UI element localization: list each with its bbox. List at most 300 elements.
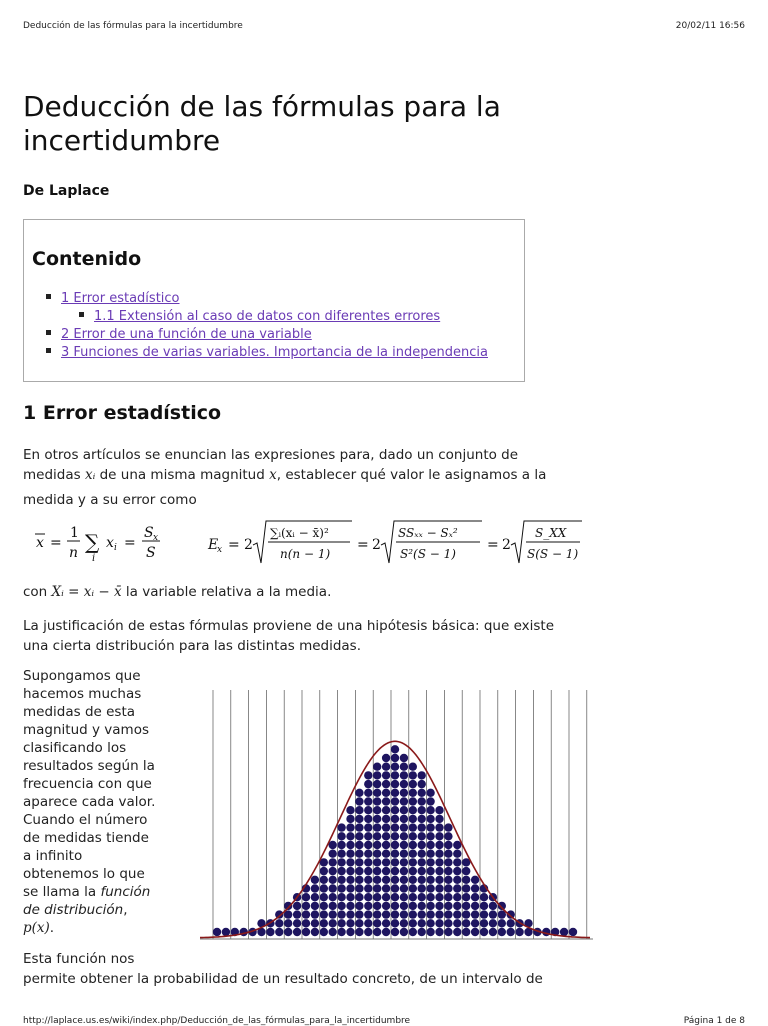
frequency-dot xyxy=(382,797,390,805)
frequency-dot xyxy=(346,867,354,875)
frequency-dot xyxy=(400,893,408,901)
frequency-dot xyxy=(480,893,488,901)
frequency-dot xyxy=(409,893,417,901)
frequency-dot xyxy=(400,841,408,849)
paragraph-intro xyxy=(23,445,583,510)
frequency-dot xyxy=(453,858,461,866)
frequency-dot xyxy=(480,919,488,927)
frequency-dot xyxy=(364,876,372,884)
frequency-dot xyxy=(435,884,443,892)
svg-text:x: x xyxy=(217,545,223,555)
svg-text:n: n xyxy=(69,545,79,561)
frequency-dot xyxy=(391,832,399,840)
svg-text:n(n − 1): n(n − 1) xyxy=(280,547,331,561)
svg-text:=: = xyxy=(50,535,62,551)
frequency-dot xyxy=(409,919,417,927)
frequency-dot xyxy=(418,850,426,858)
frequency-dot xyxy=(364,893,372,901)
frequency-dot xyxy=(409,763,417,771)
frequency-dot xyxy=(400,858,408,866)
frequency-dot xyxy=(302,902,310,910)
svg-text:∑ᵢ(xᵢ − x̄)²: ∑ᵢ(xᵢ − x̄)² xyxy=(270,526,329,540)
frequency-dot xyxy=(391,902,399,910)
svg-text:S_XX: S_XX xyxy=(535,526,567,540)
frequency-dot xyxy=(293,910,301,918)
svg-text:i: i xyxy=(92,553,96,564)
frequency-dot xyxy=(382,780,390,788)
frequency-dot xyxy=(355,884,363,892)
print-header-datetime: 20/02/11 16:56 xyxy=(675,21,745,31)
frequency-dot xyxy=(346,832,354,840)
frequency-dot xyxy=(462,884,470,892)
frequency-dot xyxy=(400,763,408,771)
frequency-dot xyxy=(418,867,426,875)
frequency-dot xyxy=(320,867,328,875)
frequency-dot xyxy=(426,823,434,831)
frequency-dot xyxy=(346,928,354,936)
frequency-dot xyxy=(418,806,426,814)
frequency-dot xyxy=(346,858,354,866)
frequency-dot xyxy=(400,789,408,797)
frequency-dot xyxy=(489,919,497,927)
frequency-dot xyxy=(435,823,443,831)
frequency-dot xyxy=(382,806,390,814)
frequency-dot xyxy=(329,902,337,910)
frequency-dot xyxy=(560,928,568,936)
frequency-dot xyxy=(329,858,337,866)
text-line: frecuencia con que xyxy=(23,776,152,792)
frequency-dot xyxy=(498,928,506,936)
frequency-dot xyxy=(400,797,408,805)
frequency-dot xyxy=(489,902,497,910)
frequency-dot xyxy=(391,780,399,788)
frequency-dot xyxy=(400,780,408,788)
frequency-dot xyxy=(418,876,426,884)
print-footer-url: http://laplace.us.es/wiki/index.php/Deducción_de_las_fórmulas_para_la_incertidumbre xyxy=(23,1016,411,1026)
frequency-dot xyxy=(373,841,381,849)
frequency-dot xyxy=(426,832,434,840)
frequency-dot xyxy=(418,789,426,797)
frequency-dot xyxy=(391,754,399,762)
frequency-dot xyxy=(400,902,408,910)
frequency-dot xyxy=(337,876,345,884)
frequency-dot xyxy=(355,867,363,875)
frequency-dot xyxy=(569,928,577,936)
frequency-dot xyxy=(373,876,381,884)
frequency-dot xyxy=(462,928,470,936)
frequency-dot xyxy=(426,841,434,849)
frequency-dot xyxy=(355,823,363,831)
frequency-dot xyxy=(453,893,461,901)
svg-text:=: = xyxy=(124,535,136,551)
frequency-dot xyxy=(426,867,434,875)
frequency-dot xyxy=(364,867,372,875)
frequency-dot xyxy=(364,884,372,892)
text-line: de medidas tiende xyxy=(23,830,149,846)
frequency-dot xyxy=(302,928,310,936)
frequency-dot xyxy=(355,919,363,927)
table-of-contents xyxy=(23,219,525,382)
frequency-dot xyxy=(355,789,363,797)
frequency-dot xyxy=(391,789,399,797)
text-line: En otros artículos se enuncian las expresiones para, dado un conjunto de xyxy=(23,447,519,463)
side-paragraph xyxy=(23,667,193,937)
text-line: p(x). xyxy=(23,920,55,936)
frequency-dot xyxy=(391,884,399,892)
frequency-dot xyxy=(382,910,390,918)
svg-text:2: 2 xyxy=(244,537,253,553)
frequency-dot xyxy=(471,910,479,918)
frequency-dot xyxy=(382,823,390,831)
frequency-dot xyxy=(453,910,461,918)
frequency-dot xyxy=(382,754,390,762)
frequency-dot xyxy=(444,876,452,884)
frequency-dot xyxy=(453,850,461,858)
svg-text:=: = xyxy=(357,537,369,553)
svg-text:S(S − 1): S(S − 1) xyxy=(527,547,579,561)
frequency-dot xyxy=(418,815,426,823)
frequency-dot xyxy=(426,797,434,805)
frequency-dot xyxy=(329,876,337,884)
frequency-dot xyxy=(293,919,301,927)
text-line: Esta función nos xyxy=(23,951,135,967)
frequency-dot xyxy=(418,902,426,910)
frequency-dot xyxy=(444,858,452,866)
frequency-dot xyxy=(435,928,443,936)
channel-lines xyxy=(213,690,587,939)
frequency-dot xyxy=(346,841,354,849)
frequency-dot xyxy=(409,789,417,797)
frequency-dot xyxy=(337,858,345,866)
frequency-dot xyxy=(418,797,426,805)
frequency-dot xyxy=(320,902,328,910)
frequency-dot xyxy=(391,823,399,831)
frequency-dot xyxy=(373,806,381,814)
toc-link-2[interactable]: 2 Error de una función de una variable xyxy=(61,327,312,342)
frequency-dot xyxy=(391,910,399,918)
frequency-dot xyxy=(382,928,390,936)
frequency-dot xyxy=(453,884,461,892)
frequency-dot xyxy=(426,893,434,901)
print-footer-page: Página 1 de 8 xyxy=(683,1016,745,1026)
frequency-dot xyxy=(311,919,319,927)
frequency-dot xyxy=(382,858,390,866)
frequency-dot xyxy=(409,858,417,866)
frequency-dot xyxy=(266,928,274,936)
frequency-dot xyxy=(329,850,337,858)
frequency-dot xyxy=(507,928,515,936)
frequency-dot xyxy=(400,850,408,858)
frequency-dot xyxy=(444,919,452,927)
frequency-dot xyxy=(355,850,363,858)
frequency-dot xyxy=(400,832,408,840)
text-line: medidas xᵢ de una misma magnitud x, establecer qué valor le asignamos a la xyxy=(23,467,547,483)
text-line: se llama la función xyxy=(23,884,151,900)
frequency-dot xyxy=(471,893,479,901)
frequency-dot xyxy=(320,876,328,884)
frequency-dot xyxy=(391,858,399,866)
frequency-dot xyxy=(329,919,337,927)
frequency-dot xyxy=(337,893,345,901)
frequency-dot xyxy=(320,893,328,901)
frequency-dot xyxy=(400,876,408,884)
frequency-dot xyxy=(364,832,372,840)
svg-text:x: x xyxy=(153,533,159,543)
frequency-dot xyxy=(382,789,390,797)
frequency-dot xyxy=(382,771,390,779)
frequency-dot xyxy=(337,919,345,927)
frequency-dot xyxy=(480,928,488,936)
svg-text:=: = xyxy=(228,537,240,553)
frequency-dot xyxy=(409,823,417,831)
frequency-dot xyxy=(409,832,417,840)
frequency-dot xyxy=(346,893,354,901)
bullet-icon xyxy=(46,330,51,335)
frequency-dot xyxy=(355,858,363,866)
frequency-dot xyxy=(409,815,417,823)
text-line: clasificando los xyxy=(23,740,127,756)
frequency-dot xyxy=(391,841,399,849)
frequency-dot xyxy=(391,867,399,875)
frequency-dot xyxy=(364,780,372,788)
frequency-dot xyxy=(311,902,319,910)
frequency-dot xyxy=(346,815,354,823)
frequency-dot xyxy=(346,910,354,918)
toc-item xyxy=(79,309,440,325)
frequency-dot xyxy=(373,850,381,858)
svg-text:2: 2 xyxy=(372,537,381,553)
frequency-dot xyxy=(320,910,328,918)
frequency-dot xyxy=(373,789,381,797)
frequency-dot xyxy=(337,902,345,910)
frequency-dot xyxy=(418,919,426,927)
text-line: Cuando el número xyxy=(23,812,148,828)
frequency-dot xyxy=(462,910,470,918)
frequency-dot xyxy=(382,763,390,771)
frequency-dot xyxy=(373,893,381,901)
text-line: magnitud y vamos xyxy=(23,722,149,738)
frequency-dot xyxy=(382,815,390,823)
frequency-dot xyxy=(346,806,354,814)
frequency-dot xyxy=(462,902,470,910)
frequency-dot xyxy=(426,884,434,892)
frequency-dot xyxy=(373,867,381,875)
frequency-dot xyxy=(302,893,310,901)
frequency-dot xyxy=(400,806,408,814)
frequency-dot xyxy=(346,823,354,831)
frequency-dot xyxy=(444,841,452,849)
toc-link-1-1[interactable]: 1.1 Extensión al caso de datos con diferentes errores xyxy=(94,309,441,324)
toc-link-3[interactable]: 3 Funciones de varias variables. Importancia de la independencia xyxy=(61,345,488,360)
frequency-dot xyxy=(364,815,372,823)
frequency-dot xyxy=(391,806,399,814)
frequency-dot xyxy=(391,763,399,771)
frequency-dot xyxy=(337,928,345,936)
svg-text:x: x xyxy=(36,535,44,551)
frequency-dot xyxy=(320,884,328,892)
frequency-dot xyxy=(373,763,381,771)
frequency-dot xyxy=(213,928,221,936)
frequency-dot xyxy=(373,823,381,831)
frequency-dot xyxy=(444,928,452,936)
frequency-dot xyxy=(355,928,363,936)
frequency-dot xyxy=(435,806,443,814)
frequency-dot xyxy=(435,893,443,901)
frequency-dot xyxy=(391,850,399,858)
frequency-dot xyxy=(409,806,417,814)
page-title: Deducción de las fórmulas para la incertidumbre xyxy=(23,90,501,157)
frequency-dot xyxy=(346,850,354,858)
frequency-dot xyxy=(373,910,381,918)
frequency-dot xyxy=(302,910,310,918)
frequency-dot xyxy=(373,902,381,910)
frequency-dot xyxy=(337,832,345,840)
frequency-dot xyxy=(391,919,399,927)
frequency-dot xyxy=(337,850,345,858)
frequency-dot xyxy=(409,867,417,875)
frequency-dot xyxy=(311,893,319,901)
frequency-dot xyxy=(471,902,479,910)
frequency-dot xyxy=(364,850,372,858)
toc-item xyxy=(46,291,180,307)
frequency-dot xyxy=(382,902,390,910)
frequency-dot xyxy=(311,884,319,892)
frequency-dot xyxy=(364,910,372,918)
frequency-dot xyxy=(453,919,461,927)
bullet-icon xyxy=(79,312,84,317)
frequency-dot xyxy=(382,850,390,858)
frequency-dot xyxy=(409,771,417,779)
frequency-dot xyxy=(418,858,426,866)
frequency-dot xyxy=(435,832,443,840)
frequency-dot xyxy=(400,815,408,823)
toc-item xyxy=(46,345,488,361)
frequency-dot xyxy=(426,789,434,797)
frequency-dot xyxy=(471,919,479,927)
frequency-dot xyxy=(489,928,497,936)
frequency-dot xyxy=(364,858,372,866)
frequency-dot xyxy=(400,867,408,875)
frequency-dot xyxy=(444,893,452,901)
frequency-dot xyxy=(329,910,337,918)
toc-title: Contenido xyxy=(32,248,142,270)
frequency-dot xyxy=(355,902,363,910)
frequency-dot xyxy=(462,893,470,901)
frequency-dot xyxy=(435,919,443,927)
frequency-dot xyxy=(444,832,452,840)
frequency-dot xyxy=(453,867,461,875)
frequency-dot xyxy=(418,893,426,901)
frequency-dot xyxy=(453,876,461,884)
frequency-dot xyxy=(426,806,434,814)
frequency-dot xyxy=(382,832,390,840)
frequency-dot xyxy=(471,876,479,884)
frequency-dot xyxy=(462,867,470,875)
frequency-dot xyxy=(418,910,426,918)
frequency-dot xyxy=(426,858,434,866)
frequency-dot xyxy=(444,910,452,918)
frequency-dot xyxy=(364,919,372,927)
frequency-dot xyxy=(284,928,292,936)
frequency-dot xyxy=(426,902,434,910)
frequency-dot xyxy=(355,841,363,849)
frequency-dot xyxy=(426,928,434,936)
frequency-dot xyxy=(444,867,452,875)
frequency-dot xyxy=(409,780,417,788)
toc-link-1[interactable]: 1 Error estadístico xyxy=(61,291,180,306)
frequency-dot xyxy=(462,876,470,884)
frequency-dot xyxy=(275,919,283,927)
frequency-dot xyxy=(293,928,301,936)
frequency-dot xyxy=(507,919,515,927)
frequency-dot xyxy=(391,815,399,823)
frequency-dot xyxy=(409,876,417,884)
svg-text:∑: ∑ xyxy=(85,530,100,554)
paragraph-relative-variable: con Xᵢ = xᵢ − x̄ la variable relativa a la media. xyxy=(23,584,332,600)
frequency-dot xyxy=(444,823,452,831)
text-line: obtenemos lo que xyxy=(23,866,145,882)
frequency-dot xyxy=(471,928,479,936)
frequency-dot xyxy=(435,876,443,884)
frequency-dot xyxy=(346,876,354,884)
text-line: medida y a su error como xyxy=(23,492,197,508)
frequency-dot xyxy=(382,919,390,927)
frequency-dot xyxy=(400,884,408,892)
frequency-dot xyxy=(435,910,443,918)
frequency-dot xyxy=(311,928,319,936)
frequency-dot xyxy=(391,928,399,936)
frequency-dot xyxy=(391,771,399,779)
frequency-dot xyxy=(355,876,363,884)
frequency-dot xyxy=(382,841,390,849)
frequency-dot xyxy=(453,902,461,910)
frequency-dot xyxy=(373,780,381,788)
frequency-dot xyxy=(373,884,381,892)
text-line: una cierta distribución para las distintas medidas. xyxy=(23,638,362,654)
frequency-dot xyxy=(329,884,337,892)
frequency-dot xyxy=(435,867,443,875)
frequency-dot xyxy=(337,910,345,918)
frequency-dot xyxy=(444,902,452,910)
frequency-dot xyxy=(355,893,363,901)
article-author: De Laplace xyxy=(23,183,110,199)
frequency-dot xyxy=(373,771,381,779)
frequency-dot xyxy=(391,797,399,805)
frequency-dot xyxy=(444,884,452,892)
frequency-dot xyxy=(302,919,310,927)
frequency-dot xyxy=(418,823,426,831)
text-line: de distribución, xyxy=(23,902,128,918)
frequency-dot xyxy=(382,884,390,892)
svg-text:2: 2 xyxy=(502,537,511,553)
frequency-dot xyxy=(346,902,354,910)
frequency-dot xyxy=(329,867,337,875)
frequency-dot xyxy=(355,815,363,823)
frequency-dot xyxy=(435,902,443,910)
frequency-dot xyxy=(418,832,426,840)
frequency-dot xyxy=(435,815,443,823)
bullet-icon xyxy=(46,348,51,353)
frequency-dot xyxy=(435,850,443,858)
svg-text:=: = xyxy=(487,537,499,553)
frequency-dot xyxy=(498,919,506,927)
frequency-dot xyxy=(382,893,390,901)
frequency-dot xyxy=(364,928,372,936)
svg-text:S²(S − 1): S²(S − 1) xyxy=(400,547,456,561)
frequency-dot xyxy=(293,902,301,910)
frequency-dot xyxy=(489,910,497,918)
frequency-dot xyxy=(346,884,354,892)
